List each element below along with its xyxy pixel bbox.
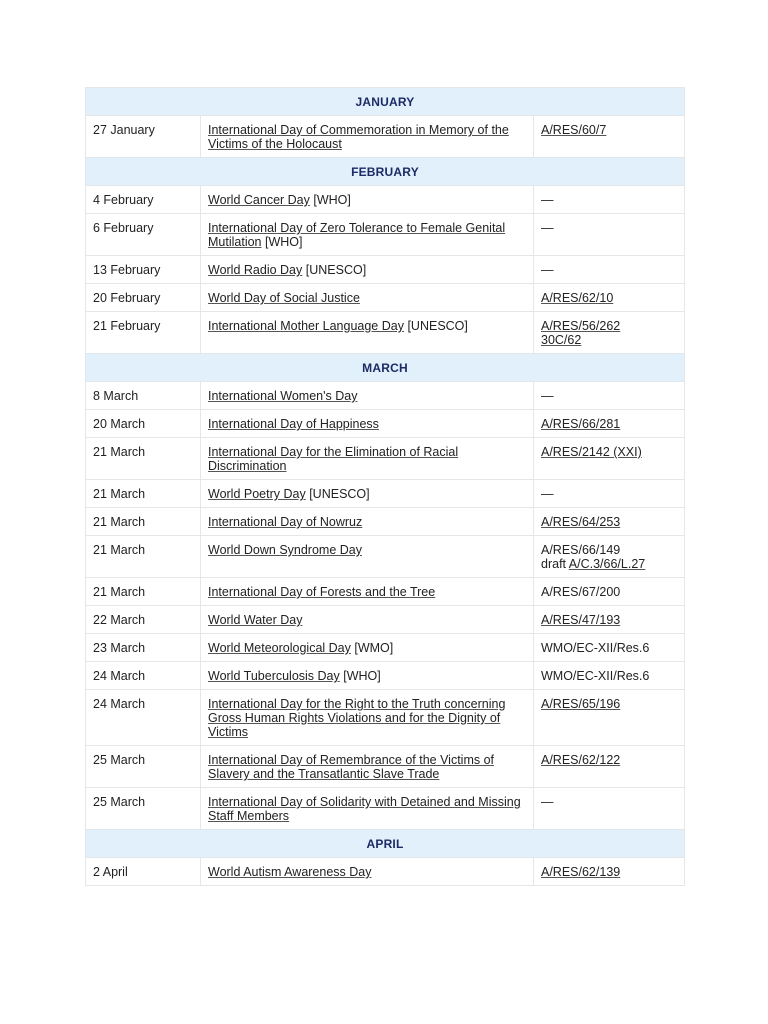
resolution-cell — [534, 214, 685, 256]
observance-cell — [201, 746, 534, 788]
resolution-line — [541, 795, 677, 809]
resolution-text: WMO/EC-XII/Res.6 — [541, 641, 650, 655]
resolution-cell — [534, 662, 685, 690]
resolution-text: — — [541, 193, 554, 207]
resolution-text: — — [541, 221, 554, 235]
observance-link-international-day-of-forests-and-the-tre[interactable]: International Day of Forests and the Tree — [208, 585, 436, 599]
resolution-line — [541, 417, 677, 431]
resolution-link[interactable]: A/RES/62/122 — [541, 753, 621, 767]
observance-date: 25 March — [86, 788, 201, 830]
observance-cell — [201, 662, 534, 690]
month-header-january — [86, 88, 685, 116]
resolution-line — [541, 543, 677, 557]
resolution-prefix: draft — [541, 557, 569, 571]
observances-table-body — [86, 88, 685, 886]
observance-date: 6 February — [86, 214, 201, 256]
resolution-cell — [534, 690, 685, 746]
month-header-february — [86, 158, 685, 186]
observance-date: 20 March — [86, 410, 201, 438]
observance-cell — [201, 634, 534, 662]
observance-link-international-day-of-remembrance-of-the-[interactable]: International Day of Remembrance of the Victims of Slavery and the Transatlantic Slave Trade — [208, 753, 495, 781]
observance-link-international-day-of-solidarity-with-det[interactable]: International Day of Solidarity with Detained and Missing Staff Members — [208, 795, 521, 823]
resolution-text: — — [541, 389, 554, 403]
observance-link-world-day-of-social-justice[interactable]: World Day of Social Justice — [208, 291, 360, 305]
table-row — [86, 662, 685, 690]
resolution-line — [541, 865, 677, 879]
observance-date: 4 February — [86, 186, 201, 214]
resolution-line — [541, 697, 677, 711]
resolution-cell — [534, 578, 685, 606]
resolution-link[interactable]: A/RES/2142 (XXI) — [541, 445, 642, 459]
agency-label: [UNESCO] — [305, 263, 367, 277]
resolution-line — [541, 585, 677, 599]
observance-date: 27 January — [86, 116, 201, 158]
table-row — [86, 606, 685, 634]
table-row — [86, 578, 685, 606]
table-row — [86, 536, 685, 578]
observance-date: 21 February — [86, 312, 201, 354]
observance-link-world-cancer-day[interactable]: World Cancer Day — [208, 193, 310, 207]
resolution-line — [541, 613, 677, 627]
table-row — [86, 256, 685, 284]
observance-date: 24 March — [86, 690, 201, 746]
resolution-link[interactable]: A/RES/64/253 — [541, 515, 621, 529]
observance-date: 23 March — [86, 634, 201, 662]
resolution-cell — [534, 746, 685, 788]
resolution-cell — [534, 186, 685, 214]
resolution-line — [541, 263, 677, 277]
month-header-march — [86, 354, 685, 382]
observance-date: 2 April — [86, 858, 201, 886]
table-row — [86, 858, 685, 886]
month-header-april — [86, 830, 685, 858]
observance-cell — [201, 382, 534, 410]
observance-cell — [201, 410, 534, 438]
resolution-cell — [534, 536, 685, 578]
resolution-cell — [534, 382, 685, 410]
month-title: MARCH — [86, 354, 685, 382]
resolution-text: — — [541, 263, 554, 277]
resolution-link[interactable]: 30C/62 — [541, 333, 582, 347]
resolution-text: — — [541, 795, 554, 809]
agency-label: [WMO] — [354, 641, 394, 655]
observance-link-world-down-syndrome-day[interactable]: World Down Syndrome Day — [208, 543, 362, 557]
observance-cell — [201, 186, 534, 214]
observance-cell — [201, 508, 534, 536]
observance-link-international-women-s-day[interactable]: International Women's Day — [208, 389, 358, 403]
observance-date: 25 March — [86, 746, 201, 788]
resolution-cell — [534, 858, 685, 886]
table-row — [86, 690, 685, 746]
table-row — [86, 480, 685, 508]
table-row — [86, 116, 685, 158]
month-title: FEBRUARY — [86, 158, 685, 186]
observance-cell — [201, 116, 534, 158]
observance-link-world-poetry-day[interactable]: World Poetry Day — [208, 487, 306, 501]
observance-cell — [201, 438, 534, 480]
month-title: APRIL — [86, 830, 685, 858]
observance-cell — [201, 788, 534, 830]
observance-link-international-day-of-zero-tolerance-to-f[interactable]: International Day of Zero Tolerance to Female Genital Mutilation — [208, 221, 506, 249]
resolution-cell — [534, 312, 685, 354]
resolution-text: A/RES/67/200 — [541, 585, 621, 599]
resolution-line — [541, 333, 677, 347]
table-row — [86, 382, 685, 410]
resolution-cell — [534, 410, 685, 438]
resolution-line — [541, 753, 677, 767]
table-row — [86, 312, 685, 354]
resolution-cell — [534, 116, 685, 158]
table-row — [86, 788, 685, 830]
observance-link-international-day-for-the-elimination-of[interactable]: International Day for the Elimination of Racial Discrimination — [208, 445, 459, 473]
observance-date: 8 March — [86, 382, 201, 410]
resolution-cell — [534, 788, 685, 830]
observances-table — [85, 87, 685, 886]
resolution-line — [541, 445, 677, 459]
observance-date: 21 March — [86, 578, 201, 606]
resolution-line — [541, 641, 677, 655]
resolution-line — [541, 487, 677, 501]
observance-date: 21 March — [86, 536, 201, 578]
table-row — [86, 438, 685, 480]
observance-cell — [201, 578, 534, 606]
resolution-line — [541, 389, 677, 403]
observance-date: 20 February — [86, 284, 201, 312]
observance-link-international-day-of-nowruz[interactable]: International Day of Nowruz — [208, 515, 363, 529]
agency-label: [WHO] — [264, 235, 303, 249]
observance-link-world-water-day[interactable]: World Water Day — [208, 613, 303, 627]
table-row — [86, 634, 685, 662]
resolution-cell — [534, 256, 685, 284]
agency-label: [WHO] — [343, 669, 381, 683]
observance-date: 21 March — [86, 480, 201, 508]
table-row — [86, 410, 685, 438]
resolution-link[interactable]: A/C.3/66/L.27 — [568, 557, 646, 571]
observance-cell — [201, 606, 534, 634]
observance-link-international-mother-language-day[interactable]: International Mother Language Day — [208, 319, 404, 333]
resolution-link[interactable]: A/RES/56/262 — [541, 319, 621, 333]
resolution-link[interactable]: A/RES/62/139 — [541, 865, 621, 879]
resolution-link[interactable]: A/RES/65/196 — [541, 697, 621, 711]
month-title: JANUARY — [86, 88, 685, 116]
observance-cell — [201, 214, 534, 256]
observance-date: 21 March — [86, 438, 201, 480]
resolution-text: A/RES/66/149 — [541, 543, 621, 557]
resolution-cell — [534, 438, 685, 480]
resolution-link[interactable]: A/RES/60/7 — [541, 123, 607, 137]
table-row — [86, 284, 685, 312]
observance-link-international-day-of-happiness[interactable]: International Day of Happiness — [208, 417, 379, 431]
observance-cell — [201, 256, 534, 284]
observance-link-world-tuberculosis-day[interactable]: World Tuberculosis Day — [208, 669, 340, 683]
observance-link-world-radio-day[interactable]: World Radio Day — [208, 263, 303, 277]
resolution-line — [541, 193, 677, 207]
observance-cell — [201, 858, 534, 886]
observance-cell — [201, 312, 534, 354]
resolution-line — [541, 319, 677, 333]
table-row — [86, 214, 685, 256]
resolution-line — [541, 669, 677, 683]
resolution-link[interactable]: A/RES/62/10 — [541, 291, 614, 305]
resolution-line — [541, 221, 677, 235]
resolution-line — [541, 515, 677, 529]
agency-label: [UNESCO] — [407, 319, 468, 333]
observance-link-international-day-for-the-right-to-the-t[interactable]: International Day for the Right to the Truth concerning Gross Human Rights Violations and for the Dignity of Victims — [208, 697, 506, 739]
resolution-link[interactable]: A/RES/66/281 — [541, 417, 621, 431]
observance-link-world-autism-awareness-day[interactable]: World Autism Awareness Day — [208, 865, 372, 879]
observance-date: 21 March — [86, 508, 201, 536]
observance-cell — [201, 284, 534, 312]
table-row — [86, 508, 685, 536]
resolution-cell — [534, 634, 685, 662]
resolution-cell — [534, 606, 685, 634]
observance-cell — [201, 480, 534, 508]
resolution-link[interactable]: A/RES/47/193 — [541, 613, 621, 627]
resolution-cell — [534, 508, 685, 536]
resolution-text: — — [541, 487, 554, 501]
table-row — [86, 186, 685, 214]
resolution-line — [541, 123, 677, 137]
observance-cell — [201, 536, 534, 578]
agency-label: [UNESCO] — [309, 487, 370, 501]
observance-link-international-day-of-commemoration-in-me[interactable]: International Day of Commemoration in Memory of the Victims of the Holocaust — [208, 123, 509, 151]
observance-link-world-meteorological-day[interactable]: World Meteorological Day — [208, 641, 351, 655]
resolution-cell — [534, 480, 685, 508]
observance-cell — [201, 690, 534, 746]
resolution-cell — [534, 284, 685, 312]
resolution-line — [541, 291, 677, 305]
resolution-line — [541, 557, 677, 571]
resolution-text: WMO/EC-XII/Res.6 — [541, 669, 650, 683]
agency-label: [WHO] — [313, 193, 351, 207]
table-row — [86, 746, 685, 788]
observance-date: 13 February — [86, 256, 201, 284]
observance-date: 24 March — [86, 662, 201, 690]
observance-date: 22 March — [86, 606, 201, 634]
